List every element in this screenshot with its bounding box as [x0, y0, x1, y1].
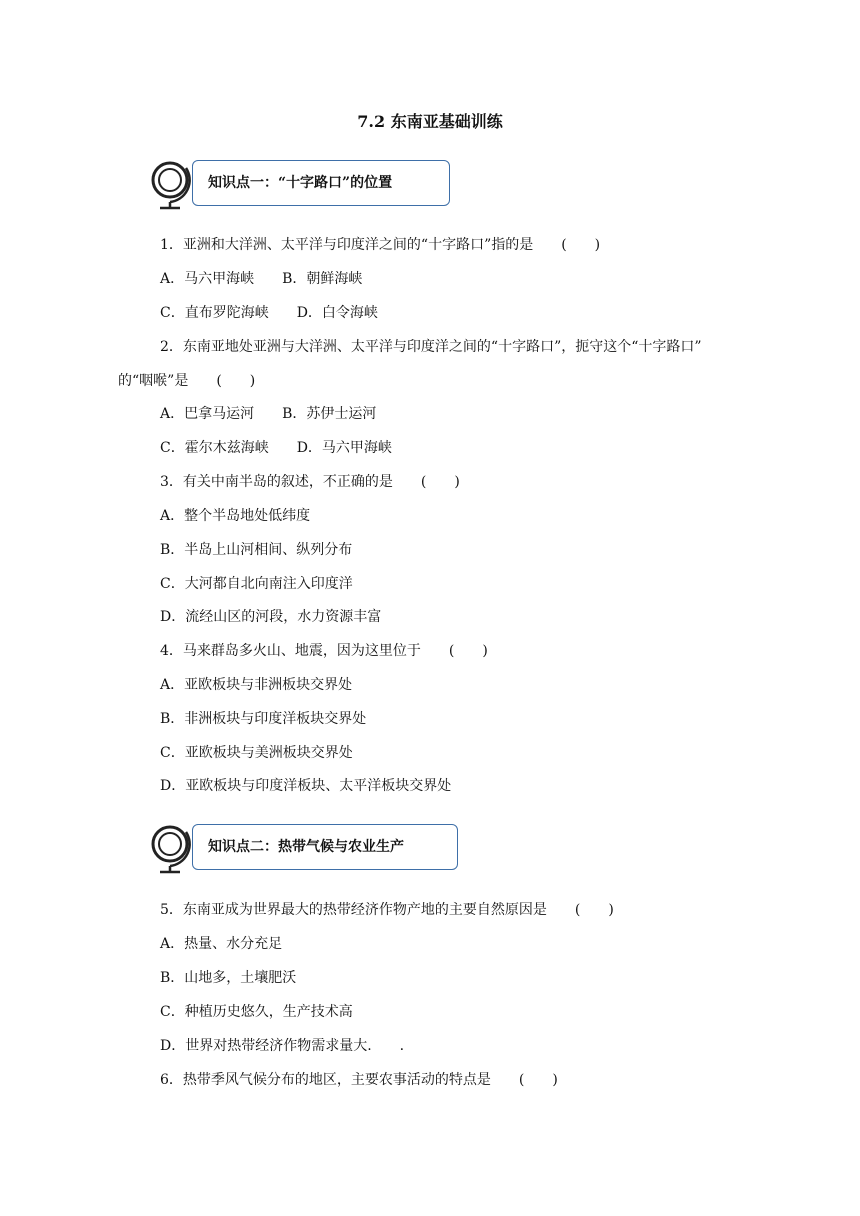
question-6: 6．热带季风气候分布的地区，主要农事活动的特点是 ( )	[160, 1072, 558, 1088]
question-2-continued: 的“咽喉”是 ( )	[118, 373, 256, 389]
section-header-label: 知识点一：“十字路口”的位置	[208, 175, 393, 191]
question-4-option-c: C．亚欧板块与美洲板块交界处	[160, 745, 353, 761]
question-1-options-ab: A．马六甲海峡 B．朝鲜海峡	[160, 271, 363, 287]
question-1: 1．亚洲和大洋洲、太平洋与印度洋之间的“十字路口”指的是 ( )	[160, 237, 601, 253]
question-2-options-ab: A．巴拿马运河 B．苏伊士运河	[160, 406, 377, 422]
question-5-option-a: A．热量、水分充足	[160, 936, 283, 952]
question-3: 3．有关中南半岛的叙述，不正确的是 ( )	[160, 474, 460, 490]
globe-icon	[150, 822, 194, 878]
question-1-options-cd: C．直布罗陀海峡 D．白令海峡	[160, 305, 378, 321]
question-3-option-d: D．流经山区的河段，水力资源丰富	[160, 609, 382, 625]
question-5-option-d: D．世界对热带经济作物需求量大. .	[160, 1038, 405, 1054]
question-4: 4．马来群岛多火山、地震，因为这里位于 ( )	[160, 643, 488, 659]
question-4-option-a: A．亚欧板块与非洲板块交界处	[160, 677, 353, 693]
question-3-option-a: A．整个半岛地处低纬度	[160, 508, 311, 524]
question-5-option-b: B．山地多，土壤肥沃	[160, 970, 297, 986]
question-3-option-b: B．半岛上山河相间、纵列分布	[160, 542, 353, 558]
question-3-option-c: C．大河都自北向南注入印度洋	[160, 576, 353, 592]
question-5: 5．东南亚成为世界最大的热带经济作物产地的主要自然原因是 ( )	[160, 902, 614, 918]
section-header-1	[150, 158, 450, 206]
question-4-option-b: B．非洲板块与印度洋板块交界处	[160, 711, 367, 727]
section-header-2	[150, 822, 460, 870]
question-2-options-cd: C．霍尔木兹海峡 D．马六甲海峡	[160, 440, 392, 456]
question-4-option-d: D．亚欧板块与印度洋板块、太平洋板块交界处	[160, 778, 452, 794]
section-header-label: 知识点二：热带气候与农业生产	[208, 839, 404, 855]
globe-icon	[150, 158, 194, 214]
question-2: 2．东南亚地处亚洲与大洋洲、太平洋与印度洋之间的“十字路口”，扼守这个“十字路口”	[160, 339, 702, 355]
document-title: 7.2 东南亚基础训练	[357, 112, 503, 131]
question-5-option-c: C．种植历史悠久，生产技术高	[160, 1004, 353, 1020]
